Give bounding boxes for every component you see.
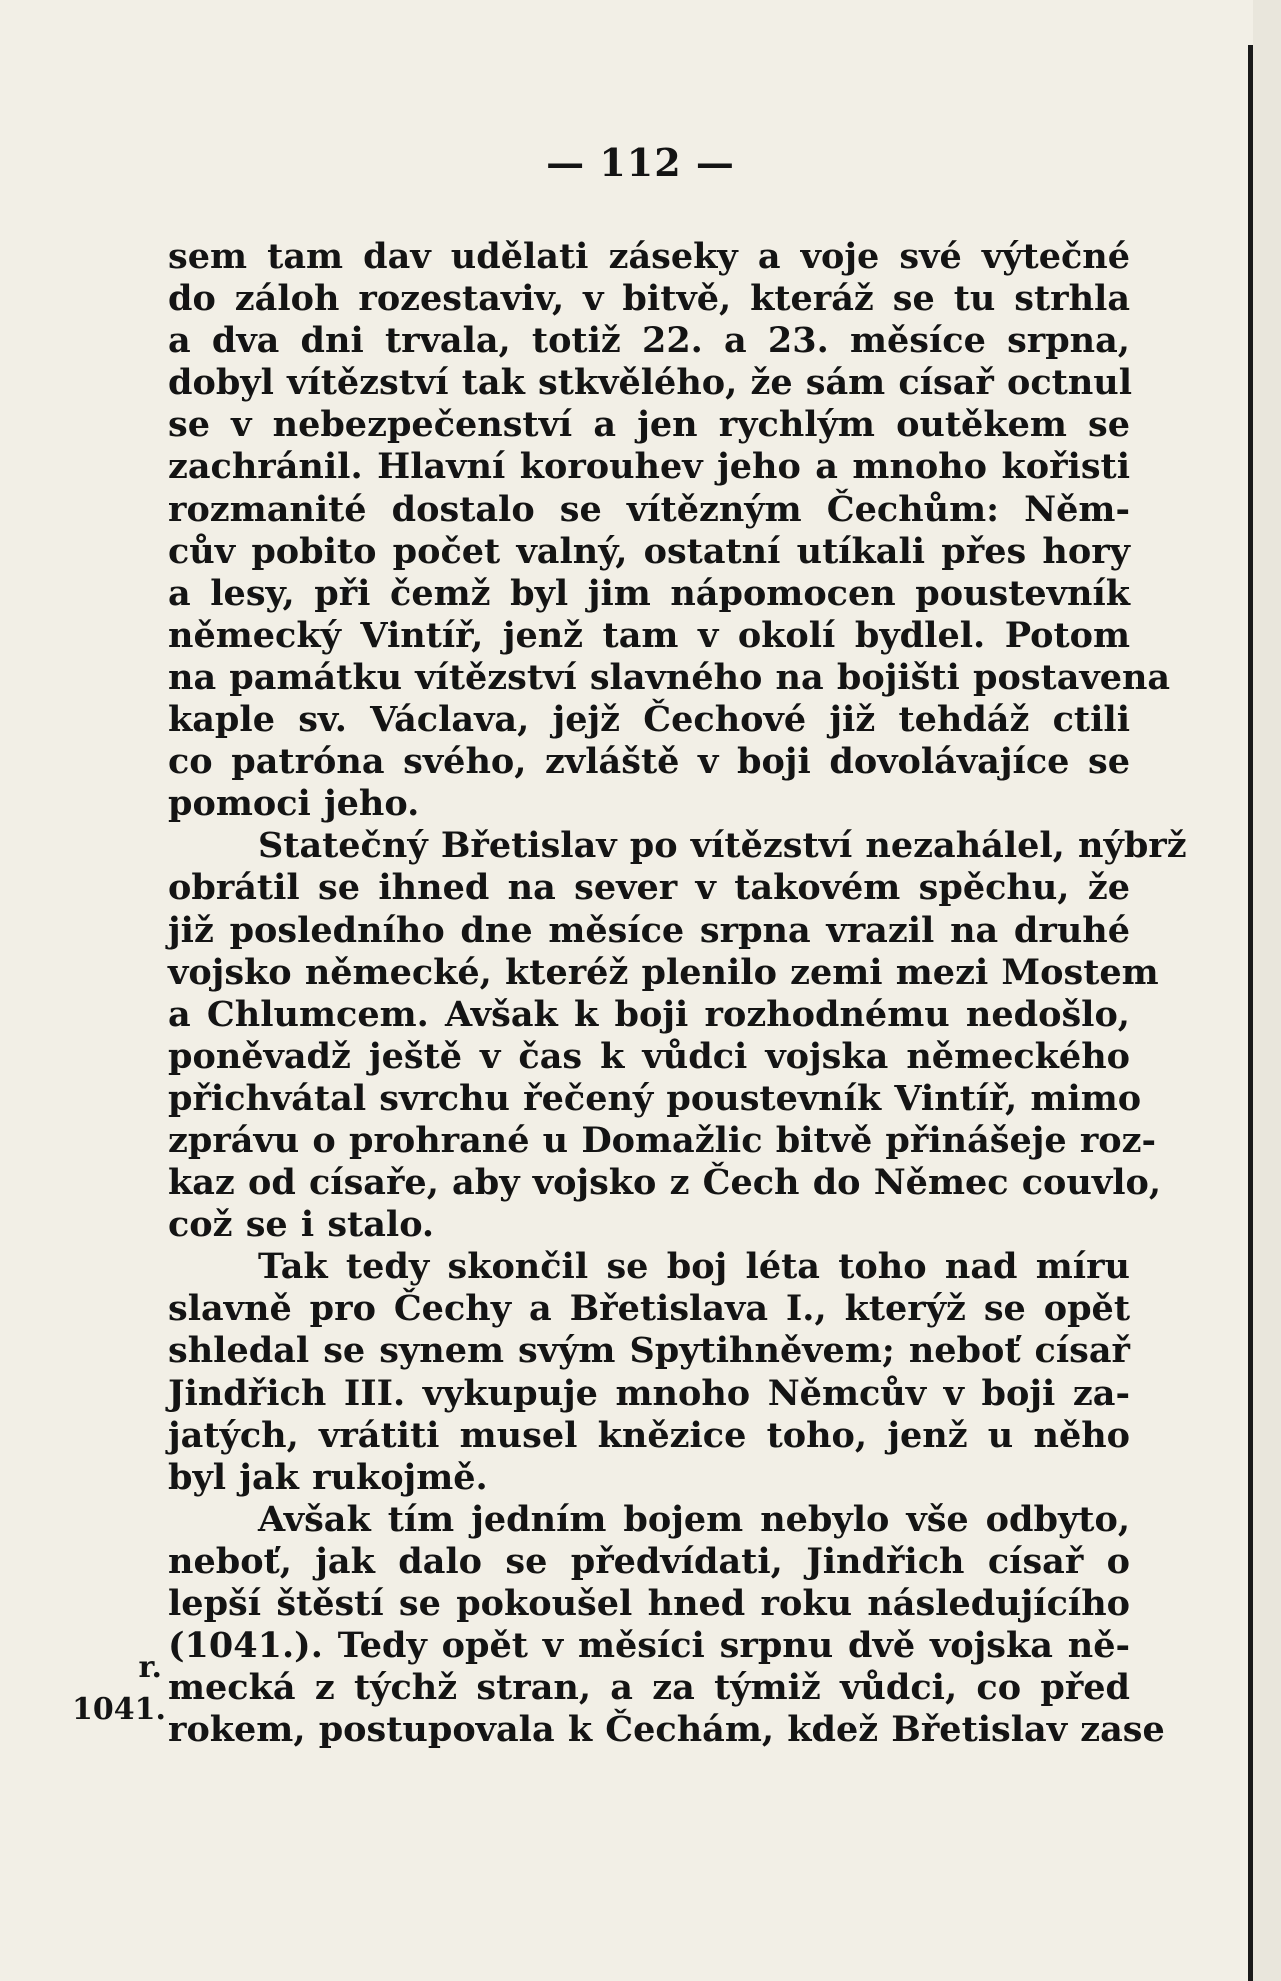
text-line: přichvátal svrchu řečený poustevník Vintíř, mimo xyxy=(168,1077,1142,1119)
text-line: lepší štěstí se pokoušel hned roku následujícího xyxy=(168,1583,1130,1624)
text-line: co patróna svého, zvláště v boji dovolávajíce se xyxy=(168,741,1130,783)
text-line: neboť, jak dalo se předvídati, Jindřich císař o xyxy=(168,1540,1130,1582)
text-line: poněvadž ještě v čas k vůdci vojska německého xyxy=(168,1035,1130,1077)
text-line: mecká z týchž stran, a za týmiž vůdci, co před xyxy=(168,1667,1130,1709)
page-number: — 112 — xyxy=(546,140,735,185)
text-line: vojsko německé, kteréž plenilo zemi mezi Mostem xyxy=(168,951,1159,993)
body-text xyxy=(168,236,1187,1751)
text-line: rozmanité dostalo se vítězným Čechům: Něm- xyxy=(168,488,1130,530)
text-line: rokem, postupovala k Čechám, kdež Břetislav zase xyxy=(168,1709,1165,1751)
text-line: německý Vintíř, jenž tam v okolí bydlel. Potom xyxy=(168,614,1130,656)
text-line: Tak tedy skončil se boj léta toho nad míru xyxy=(258,1246,1130,1288)
text-line: sem tam dav udělati záseky a voje své výtečné xyxy=(168,236,1130,277)
text-line: dobyl vítězství tak stkvělého, že sám císař octnul xyxy=(168,362,1133,404)
text-line: na památku vítězství slavného na bojišti postavena xyxy=(168,656,1171,698)
text-line: zprávu o prohrané u Domažlic bitvě přinášeje roz- xyxy=(168,1119,1157,1161)
text-line: kaple sv. Václava, jejž Čechové již tehdáž ctili xyxy=(168,699,1130,741)
text-line: jatých, vrátiti musel knězice toho, jenž u něho xyxy=(168,1414,1130,1456)
margin-note-year-prefix: r. xyxy=(138,1650,162,1685)
text-line: obrátil se ihned na sever v takovém spěchu, že xyxy=(168,867,1130,909)
text-line: což se i stalo. xyxy=(168,1204,435,1246)
text-line: slavně pro Čechy a Břetislava I., kterýž se opět xyxy=(168,1288,1130,1330)
page-edge-strip xyxy=(1253,0,1281,1981)
text-line: pomoci jeho. xyxy=(168,783,420,825)
text-line: Avšak tím jedním bojem nebylo vše odbyto, xyxy=(258,1498,1130,1540)
text-line: a Chlumcem. Avšak k boji rozhodnému nedošlo, xyxy=(168,993,1130,1035)
text-line: se v nebezpečenství a jen rychlým outěkem se xyxy=(168,404,1130,446)
text-line: shledal se synem svým Spytihněvem; neboť císař xyxy=(168,1330,1130,1372)
text-line: již posledního dne měsíce srpna vrazil na druhé xyxy=(168,909,1130,951)
text-line: Jindřich III. vykupuje mnoho Němcův v boji za- xyxy=(168,1372,1130,1414)
page-edge-line xyxy=(1248,45,1253,1981)
margin-note-year: 1041. xyxy=(72,1692,166,1727)
text-line: (1041.). Tedy opět v měsíci srpnu dvě vojska ně- xyxy=(168,1625,1130,1667)
text-line: kaz od císaře, aby vojsko z Čech do Němec couvlo, xyxy=(168,1162,1162,1204)
text-line: a dva dni trvala, totiž 22. a 23. měsíce srpna, xyxy=(168,320,1130,362)
text-line: byl jak rukojmě. xyxy=(168,1456,488,1498)
text-line: cův pobito počet valný, ostatní utíkali přes hory xyxy=(168,530,1130,572)
text-line: do záloh rozestaviv, v bitvě, kteráž se tu strhla xyxy=(168,278,1130,320)
text-line: a lesy, při čemž byl jim nápomocen poustevník xyxy=(168,572,1130,614)
text-line: Statečný Břetislav po vítězství nezahálel, nýbrž xyxy=(258,825,1187,867)
text-line: zachránil. Hlavní korouhev jeho a mnoho kořisti xyxy=(168,446,1130,488)
